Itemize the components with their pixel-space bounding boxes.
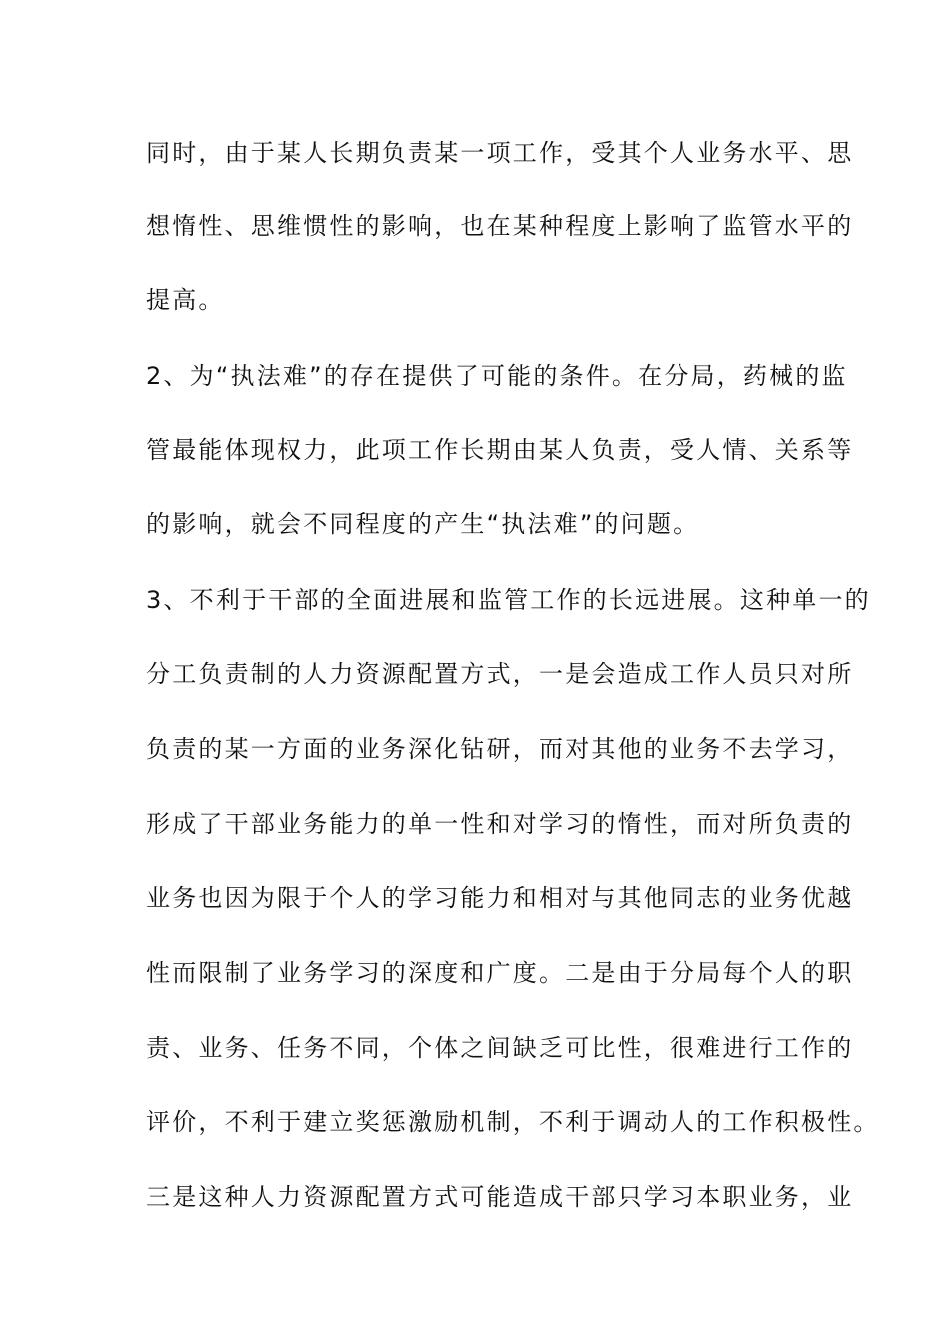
text-line: 想惰性、思维惯性的影响，也在某种程度上影响了监管水平的 xyxy=(146,212,854,240)
text-line: 三是这种人力资源配置方式可能造成干部只学习本职业务，业 xyxy=(146,1183,854,1211)
text-line: 责、业务、任务不同，个体之间缺乏可比性，很难进行工作的 xyxy=(146,1034,854,1062)
text-line: 业务也因为限于个人的学习能力和相对与其他同志的业务优越 xyxy=(146,884,854,912)
text-line: 性而限制了业务学习的深度和广度。二是由于分局每个人的职 xyxy=(146,959,854,987)
text-line: 的影响，就会不同程度的产生“执法难”的问题。 xyxy=(146,510,700,538)
text-line: 同时，由于某人长期负责某一项工作，受其个人业务水平、思 xyxy=(146,139,854,167)
text-line: 提高。 xyxy=(146,286,225,314)
text-line: 管最能体现权力，此项工作长期由某人负责，受人情、关系等 xyxy=(146,436,854,464)
text-line: 分工负责制的人力资源配置方式，一是会造成工作人员只对所 xyxy=(146,660,854,688)
text-line: 形成了干部业务能力的单一性和对学习的惰性，而对所负责的 xyxy=(146,810,854,838)
text-line: 3、不利于干部的全面进展和监管工作的长远进展。这种单一的 xyxy=(146,586,871,614)
text-line: 2、为“执法难”的存在提供了可能的条件。在分局，药械的监 xyxy=(146,362,848,390)
text-line: 评价，不利于建立奖惩激励机制，不利于调动人的工作积极性。 xyxy=(146,1108,880,1136)
text-line: 负责的某一方面的业务深化钻研，而对其他的业务不去学习， xyxy=(146,735,854,763)
